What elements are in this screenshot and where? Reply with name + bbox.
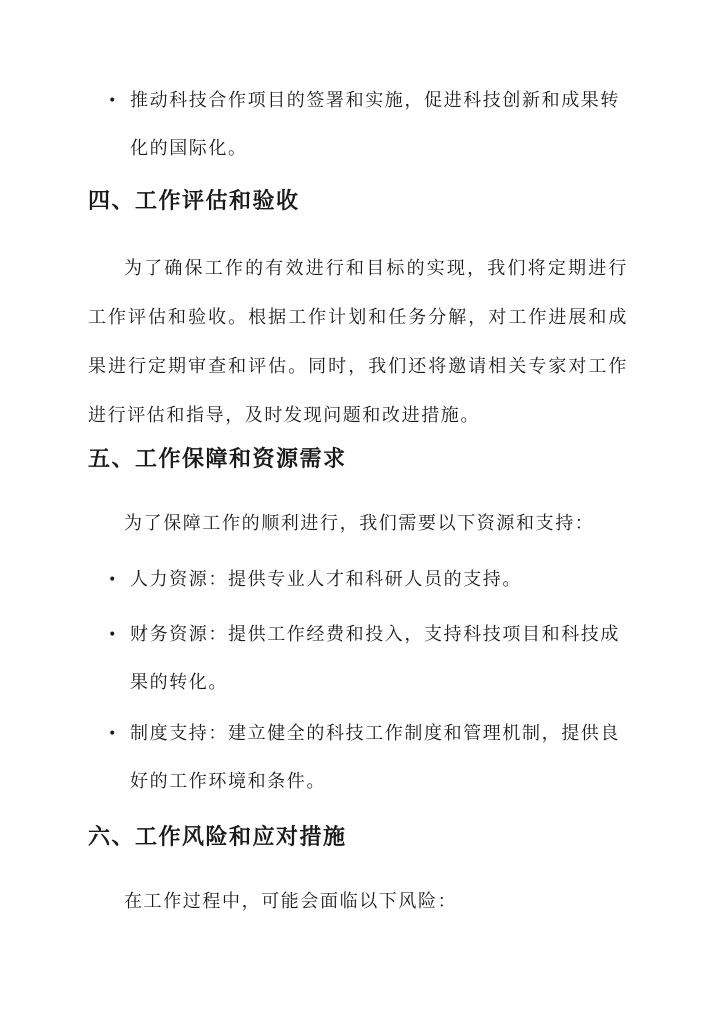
- bullet-dot: •: [108, 726, 118, 742]
- bullet-text: 人力资源：提供专业人才和科研人员的支持。: [130, 569, 522, 590]
- bullet-item-finance: [108, 611, 628, 707]
- paragraph-evaluation: 为了确保工作的有效进行和目标的实现，我们将定期进行工作评估和验收。根据工作计划和任务分解，对工作进展和成果进行定期审查和评估。同时，我们还将邀请相关专家对工作进行评估和指导，及时发现问题和改进措施。: [88, 258, 628, 426]
- section-heading-resources: 五、工作保障和资源需求: [88, 446, 347, 472]
- bullet-dot: •: [108, 93, 118, 109]
- bullet-dot: •: [108, 627, 118, 643]
- section-heading-risk: 六、工作风险和应对措施: [88, 824, 347, 850]
- bullet-dot: •: [108, 572, 118, 588]
- bullet-text: 推动科技合作项目的签署和实施，促进科技创新和成果转化的国际化。: [130, 90, 620, 159]
- section-heading-evaluation: 四、工作评估和验收: [88, 188, 300, 214]
- bullet-text: 财务资源：提供工作经费和投入，支持科技项目和科技成果的转化。: [130, 624, 620, 693]
- paragraph-resources-intro: 为了保障工作的顺利进行，我们需要以下资源和支持：: [124, 513, 595, 534]
- paragraph-risk-intro: 在工作过程中，可能会面临以下风险：: [124, 891, 458, 912]
- bullet-text: 制度支持：建立健全的科技工作制度和管理机制，提供良好的工作环境和条件。: [130, 723, 620, 792]
- bullet-item-system-support: [108, 710, 628, 806]
- bullet-item-international: [108, 77, 628, 173]
- bullet-item-human-resources: [108, 556, 628, 604]
